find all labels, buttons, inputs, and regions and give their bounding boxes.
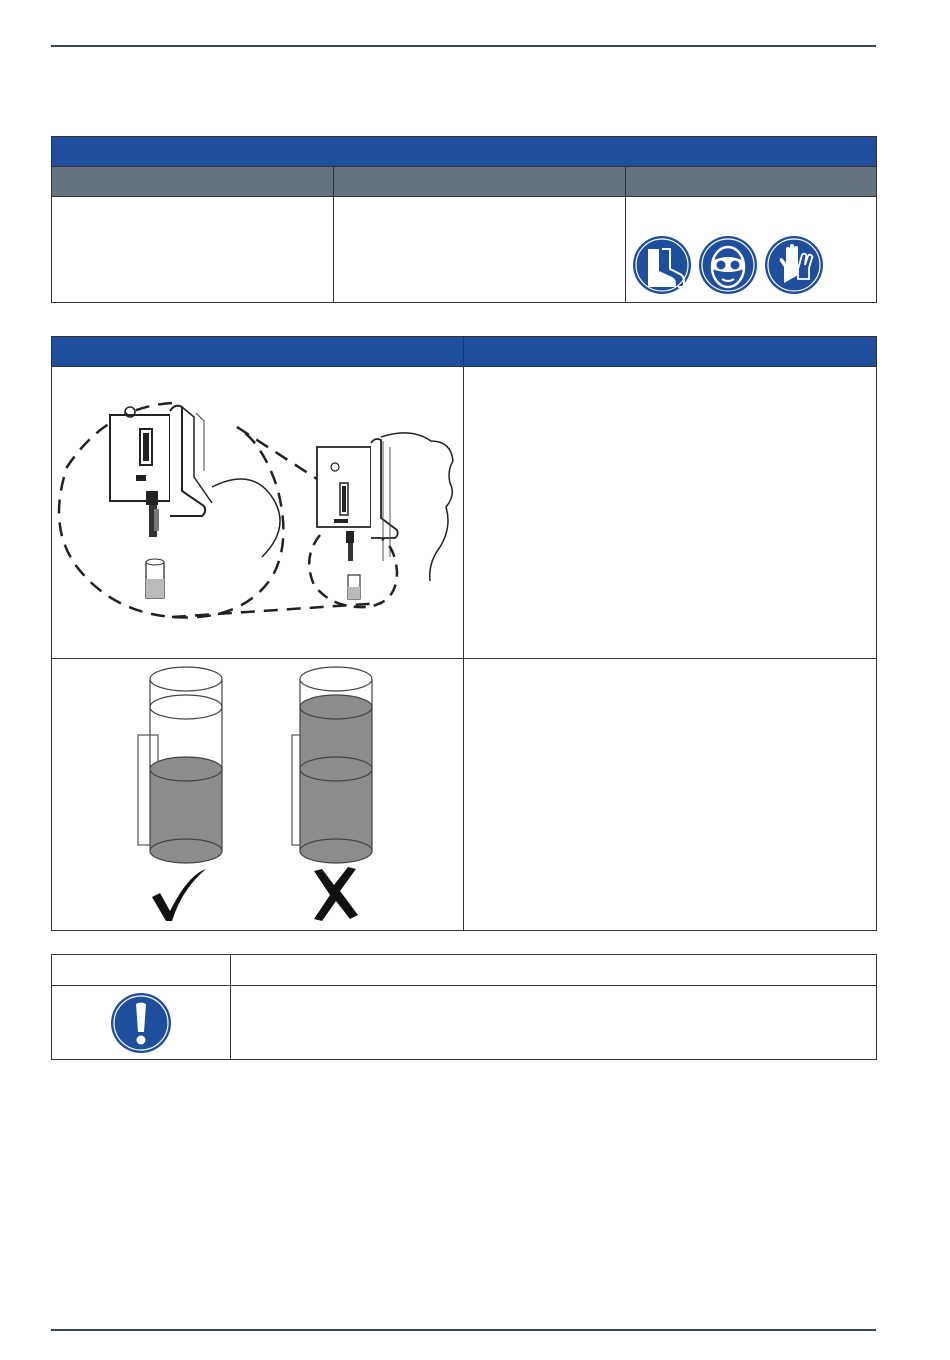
- notice-exclamation-icon: [110, 992, 172, 1054]
- header-rule: [51, 45, 876, 47]
- safety-goggles-icon: [698, 235, 758, 295]
- ppe-cell-1: [52, 197, 334, 303]
- ppe-table-title: [52, 137, 877, 167]
- ppe-icons-cell: [626, 197, 877, 303]
- step-1-text-cell: [464, 367, 877, 659]
- step-2-text-cell: [464, 659, 877, 931]
- step-1-figure-cell: [52, 367, 464, 659]
- notice-header-left: [52, 955, 231, 986]
- ppe-header-2: [334, 167, 626, 197]
- steps-table: [51, 336, 877, 931]
- safety-boots-icon: [632, 235, 692, 295]
- notice-header-right: [231, 955, 877, 986]
- step-2-figure-cell: [52, 659, 464, 931]
- correct-fill-cylinder: [138, 667, 222, 863]
- protective-gloves-icon: [764, 235, 824, 295]
- ppe-cell-2: [334, 197, 626, 303]
- drain-valve-illustration: [52, 367, 464, 658]
- steps-header-left: [52, 337, 464, 367]
- overfilled-cylinder: [292, 667, 372, 863]
- steps-header-right: [464, 337, 877, 367]
- notice-table: [51, 954, 877, 1060]
- checkmark-icon: [152, 869, 206, 921]
- ppe-header-1: [52, 167, 334, 197]
- notice-text-cell: [231, 986, 877, 1060]
- cross-icon: [314, 867, 358, 921]
- ppe-table: [51, 136, 877, 303]
- ppe-header-3: [626, 167, 877, 197]
- sample-cylinder-comparison: [52, 659, 464, 930]
- footer-rule: [51, 1329, 876, 1331]
- notice-icon-cell: [52, 986, 231, 1060]
